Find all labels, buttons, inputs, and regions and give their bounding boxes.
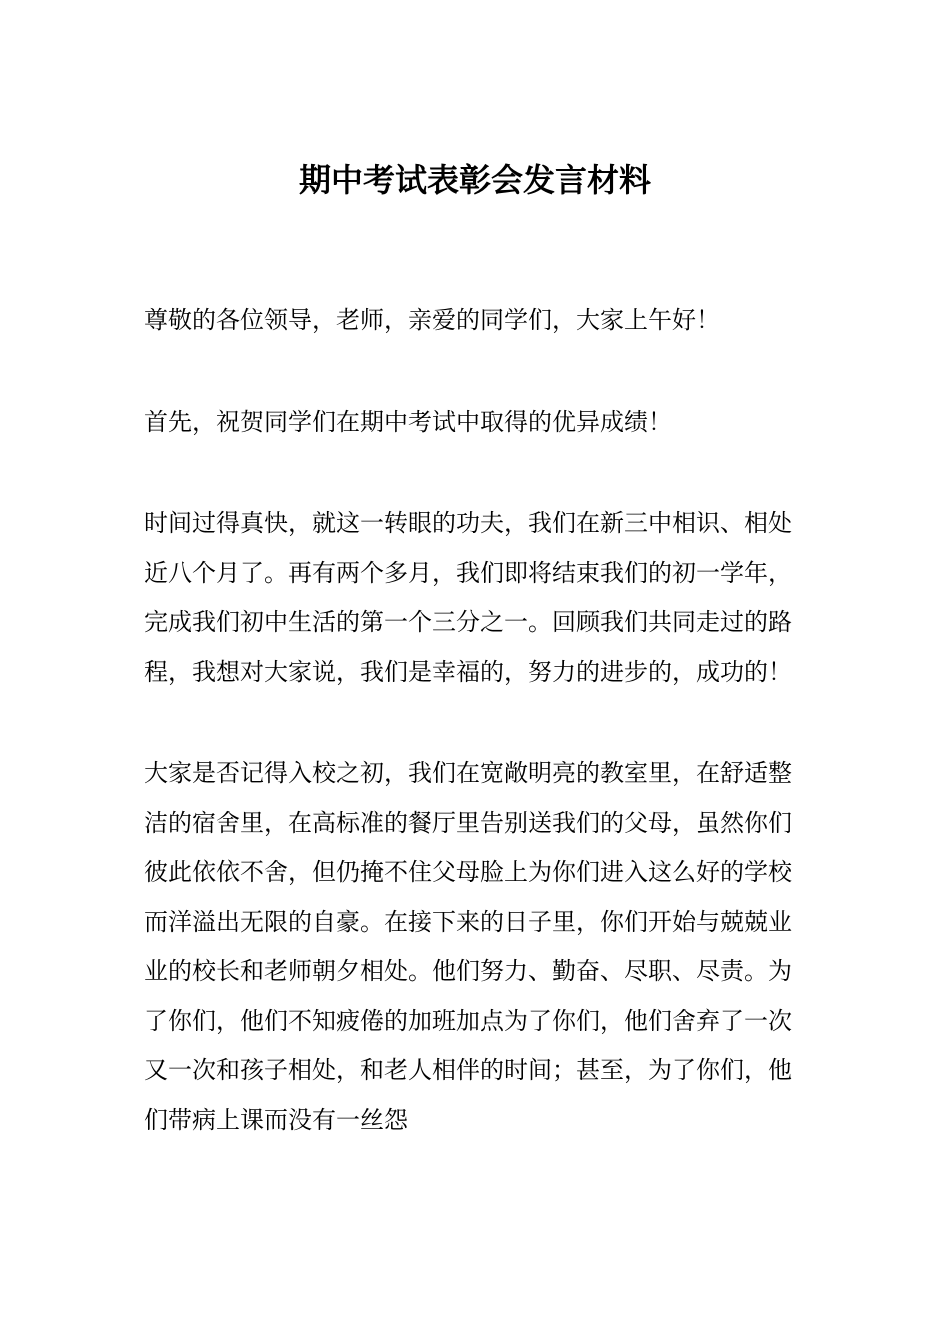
document-title: 期中考试表彰会发言材料 [298,161,651,199]
paragraph-memories: 大家是否记得入校之初，我们在宽敞明亮的教室里，在舒适整洁的宿舍里，在高标准的餐厅里告别送我们的父母，虽然你们彼此依依不舍，但仍掩不住父母脸上为你们进入这么好的学校而洋溢出无限的自豪。在接下来的日子里，你们开始与兢兢业业的校长和老师朝夕相处。他们努力、勤奋、尽职、尽责。为了你们，他们不知疲倦的加班加点为了你们，他们舍弃了一次又一次和孩子相处，和老人相伴的时间；甚至，为了你们，他们带病上课而没有一丝怨 [144,759,792,1134]
paragraph-greeting: 尊敬的各位领导，老师，亲爱的同学们，大家上午好！ [144,306,720,334]
paragraph-review: 时间过得真快，就这一转眼的功夫，我们在新三中相识、相处近八个月了。再有两个多月，我们即将结束我们的初一学年，完成我们初中生活的第一个三分之一。回顾我们共同走过的路程，我想对大家说，我们是幸福的，努力的进步的，成功的！ [144,509,792,686]
paragraph-congratulations: 首先，祝贺同学们在期中考试中取得的优异成绩！ [144,407,672,436]
document-body [144,296,810,1145]
